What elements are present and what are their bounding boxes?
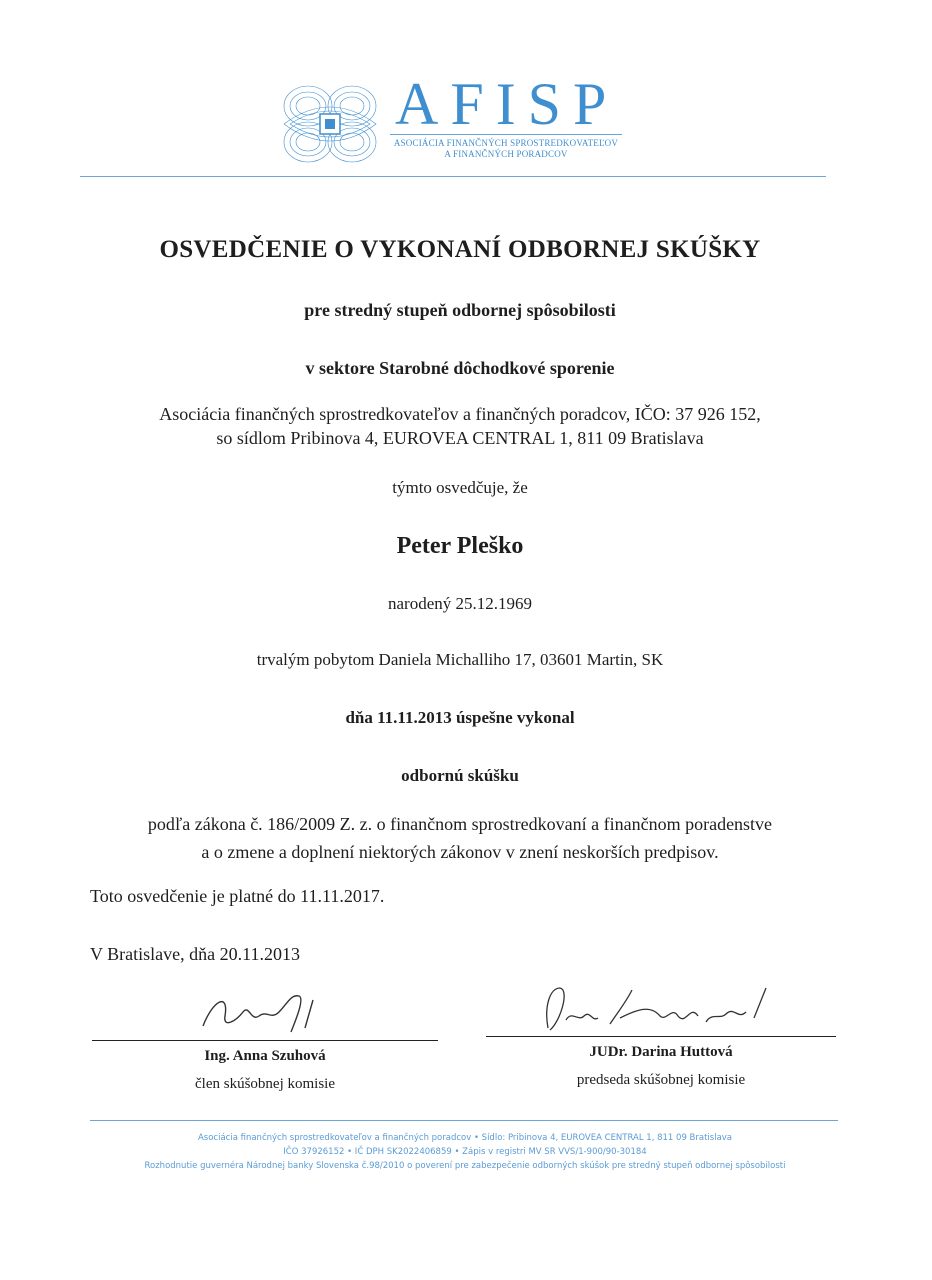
logo-subtitle [390, 134, 622, 160]
afisp-logo-icon [280, 80, 380, 168]
holder-name: Peter Pleško [396, 533, 524, 559]
signatory-left-name: Ing. Anna Szuhová [204, 1048, 326, 1064]
issuer-block [80, 402, 840, 450]
logo-subtitle-line1: ASOCIÁCIA FINANČNÝCH SPROSTREDKOVATEĽOV [393, 138, 619, 148]
law-line1: podľa zákona č. 186/2009 Z. z. o finančnom sprostredkovaní a finančnom poradenstve [147, 814, 773, 834]
logo-subtitle-line2: A FINANČNÝCH PORADCOV [444, 149, 568, 159]
logo-wordmark: AFISP [395, 71, 619, 137]
signature-right [540, 976, 780, 1038]
holder-birth-date: narodený 25.12.1969 [387, 594, 532, 613]
certificate-title: OSVEDČENIE O VYKONANÍ ODBORNEJ SKÚŠKY [159, 236, 761, 263]
issuer-line1: Asociácia finančných sprostredkovateľov a finančných poradcov, IČO: 37 926 152, [159, 404, 761, 424]
exam-date: dňa 11.11.2013 úspešne vykonal [345, 708, 575, 727]
certificate-subtitle: pre stredný stupeň odbornej spôsobilosti [304, 300, 616, 320]
signature-left [195, 982, 335, 1038]
issuer-line2: so sídlom Pribinova 4, EUROVEA CENTRAL 1, 811 09 Bratislava [216, 428, 704, 448]
signature-line-right [486, 1036, 836, 1037]
footer-divider [90, 1120, 838, 1121]
law-line2: a o zmene a doplnení niektorých zákonov v znení neskorších predpisov. [201, 842, 719, 862]
signatory-left-role: člen skúšobnej komisie [195, 1076, 335, 1092]
law-reference [80, 810, 840, 866]
certificate-sector: v sektore Starobné dôchodkové sporenie [305, 358, 615, 378]
footer-line2: IČO 37926152 • IČ DPH SK2022406859 • Zápis v registri MV SR VVS/1-900/90-30184 [283, 1147, 647, 1157]
footer-line3: Rozhodnutie guvernéra Národnej banky Slovenska č.98/2010 o poverení pre zabezpečenie odborných skúšok pre stredný stupeň odbornej spôsobilosti [144, 1161, 786, 1171]
place-date: V Bratislave, dňa 20.11.2013 [90, 944, 300, 964]
validity-text: Toto osvedčenie je platné do 11.11.2017. [90, 886, 385, 906]
header-divider [80, 176, 826, 177]
signature-line-left [92, 1040, 438, 1041]
holder-residence: trvalým pobytom Daniela Michalliho 17, 03601 Martin, SK [256, 650, 664, 669]
exam-label: odbornú skúšku [401, 766, 519, 785]
signatory-right-role: predseda skúšobnej komisie [576, 1072, 746, 1088]
certifies-text: týmto osvedčuje, že [392, 478, 528, 497]
footer-line1: Asociácia finančných sprostredkovateľov a finančných poradcov • Sídlo: Pribinova 4, EUROVEA CENTRAL 1, 811 09 Bratislava [197, 1133, 733, 1143]
signatory-right-name: JUDr. Darina Huttová [589, 1044, 733, 1060]
